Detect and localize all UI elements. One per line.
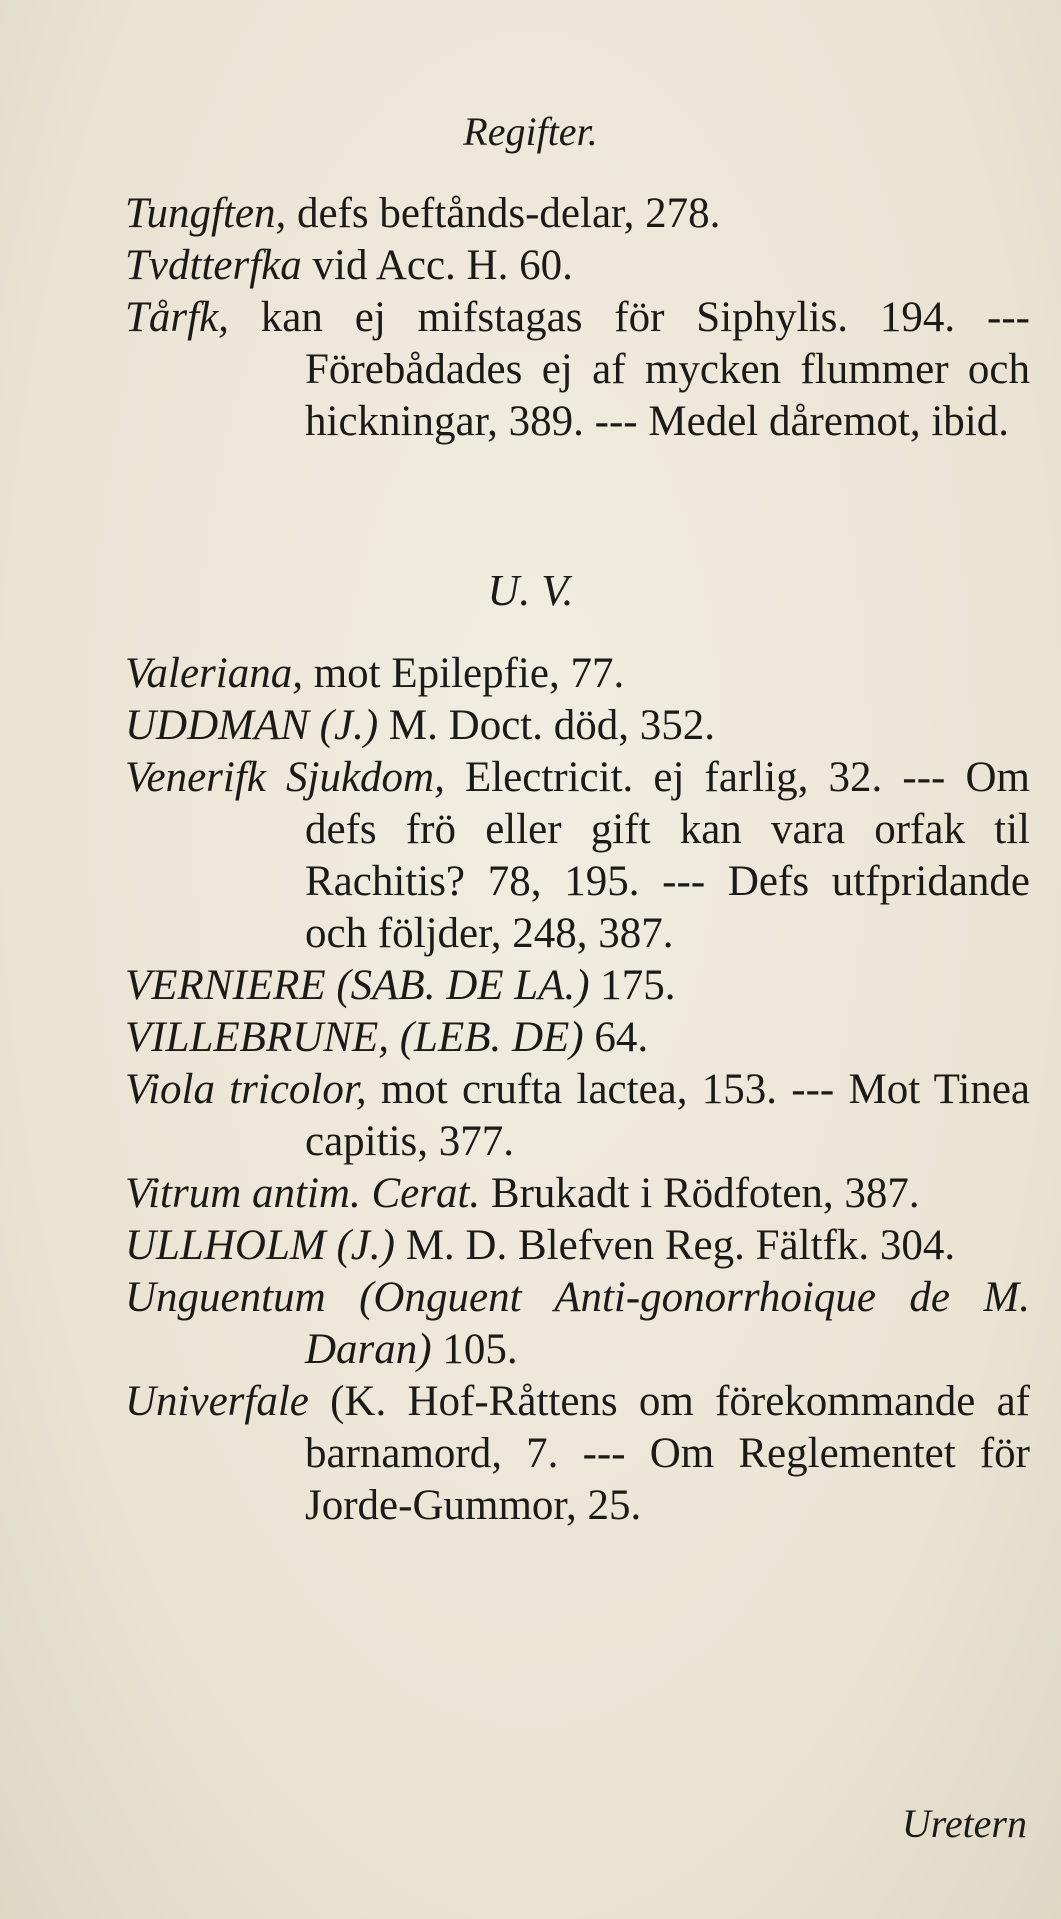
index-entry — [125, 1012, 1030, 1064]
entry-text: 105. — [431, 1326, 518, 1373]
entry-text: Electricit. ej farlig, 32. --- Om defs frö eller gift kan vara orfak til Rachitis? 78, 195. --- Defs utfpridande och följder, 248, 387. — [305, 754, 1030, 957]
entry-term: Vitrum antim. Cerat. — [125, 1170, 481, 1217]
index-entry — [125, 1064, 1030, 1168]
entry-text: 64. — [583, 1014, 649, 1061]
entry-term: UDDMAN (J.) — [125, 702, 379, 749]
index-entry — [125, 1272, 1030, 1376]
entry-term: Venerifk Sjukdom, — [125, 754, 445, 801]
entries-uv — [125, 648, 1030, 1532]
catchword: Uretern — [901, 1801, 1027, 1846]
index-entry — [125, 240, 1030, 292]
index-entry — [125, 1220, 1030, 1272]
entry-text: Brukadt i Rödfoten, 387. — [480, 1170, 920, 1217]
entry-text: (K. Hof-Råttens om förekommande af barnamord, 7. --- Om Reglementet för Jorde-Gummor, 25. — [305, 1378, 1030, 1529]
entry-term: Tungften, — [125, 190, 287, 237]
entry-term: Unguentum (Onguent Anti-gonorrhoique de M. Daran) — [125, 1274, 1030, 1373]
index-entry — [125, 752, 1030, 960]
entry-text: 175. — [589, 962, 676, 1009]
entry-text: M. D. Blefven Reg. Fältfk. 304. — [394, 1222, 956, 1269]
index-entry — [125, 292, 1030, 448]
entry-term: Tårfk, — [125, 294, 229, 341]
index-entry — [125, 700, 1030, 752]
entry-text: M. Doct. död, 352. — [378, 702, 715, 749]
running-header: Regifter. — [463, 109, 598, 154]
index-entry — [125, 188, 1030, 240]
index-entry — [125, 960, 1030, 1012]
entry-text: vid Acc. H. 60. — [301, 242, 573, 289]
entry-term: Viola tricolor, — [125, 1066, 367, 1113]
entry-text: mot crufta lactea, 153. --- Mot Tinea capitis, 377. — [305, 1066, 1030, 1165]
index-entry — [125, 1168, 1030, 1220]
entry-term: Tvdtterfka — [125, 242, 302, 289]
entry-text: kan ej mifstagas för Siphylis. 194. --- Förebådades ej af mycken flummer och hickningar, 389. --- Medel dåremot, ibid. — [228, 294, 1030, 445]
section-heading: U. V. — [487, 566, 574, 615]
entry-term: Valeriana, — [125, 650, 303, 697]
entry-term: VILLEBRUNE, (LEB. DE) — [125, 1014, 584, 1061]
entries-top — [125, 188, 1030, 448]
entry-term: VERNIERE (SAB. DE LA.) — [125, 962, 590, 1009]
index-entry — [125, 648, 1030, 700]
index-entry — [125, 1376, 1030, 1532]
entry-text: mot Epilepfie, 77. — [302, 650, 625, 697]
entry-text: defs beftånds-delar, 278. — [286, 190, 721, 237]
entry-term: ULLHOLM (J.) — [125, 1222, 395, 1269]
entry-term: Univerfale — [125, 1378, 309, 1425]
